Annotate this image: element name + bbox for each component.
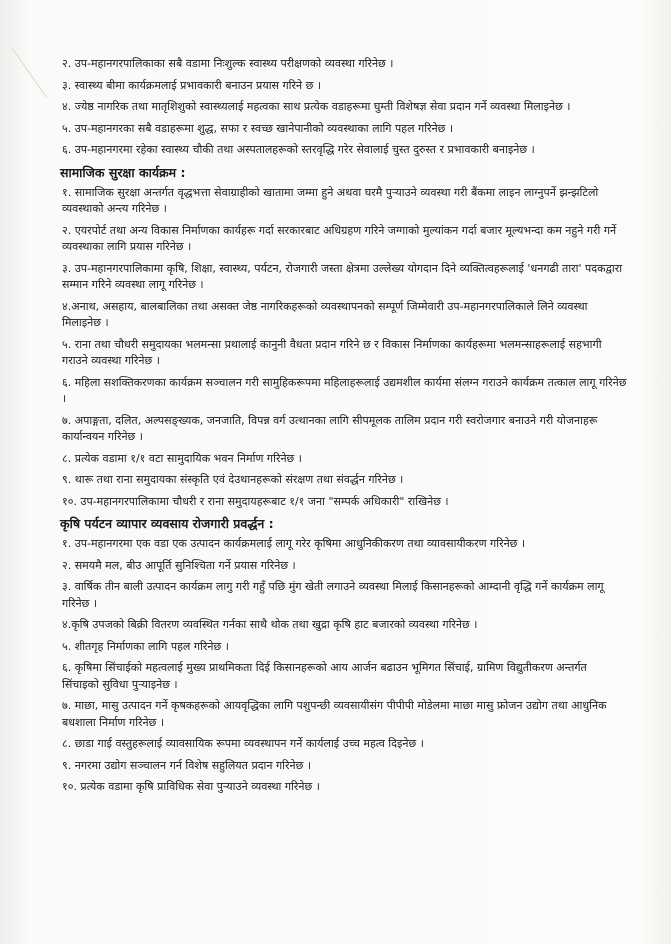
agri-item-7: ७. माछा, मासु उत्पादन गर्ने कृषकहरूको आयवृद्धिका लागि पशुपन्छी व्यवसायीसंग पीपीपी मोडेलमा माछा मासु फ्रोजन उद्योग तथा आधुनिक बधशाला निर्माण गरिनेछ ।	[62, 699, 607, 729]
agri-item-5: ५. शीतगृह निर्माणका लागि पहल गरिनेछ ।	[62, 639, 229, 653]
document-content	[62, 56, 627, 801]
social-item-8: ८. प्रत्येक वडामा १/१ वटा सामुदायिक भवन निर्माण गरिनेछ ।	[62, 451, 302, 465]
agri-item-9: ९. नगरमा उद्योग सञ्चालन गर्न विशेष सहुलियत प्रदान गरिनेछ ।	[62, 758, 312, 772]
agri-item-8: ८. छाडा गाई वस्तुहरूलाई व्यावसायिक रूपमा व्यवस्थापन गर्ने कार्यलाई उच्च महत्व दिइनेछ ।	[62, 737, 424, 750]
agri-item-3: ३. वार्षिक तीन बाली उत्पादन कार्यक्रम लागु गरी गहुँ पछि मुंग खेती लगाउने व्यवस्था मिलाई किसानहरूको आम्दानी वृद्धि गर्ने कार्यक्रम लागू गरिनेछ ।	[62, 580, 604, 610]
health-item-3: ३. स्वास्थ्य बीमा कार्यक्रमलाई प्रभावकारी बनाउन प्रयास गरिने छ ।	[62, 78, 322, 92]
agri-item-1: १. उप-महानगरमा एक वडा एक उत्पादन कार्यक्रमलाई लागू गरेर कृषिमा आधुनिकीकरण तथा व्यावसायीकरण गरिनेछ ।	[62, 537, 526, 550]
social-item-3: ३. उप-महानगरपालिकामा कृषि, शिक्षा, स्वास्थ्य, पर्यटन, रोजगारी जस्ता क्षेत्रमा उल्लेख्य योगदान दिने व्यक्तित्वहरूलाई 'धनगढी तारा' पदकद्वारा सम्मान गरिने व्यवस्था लागू गरिनेछ ।	[62, 261, 623, 291]
agriculture-section	[62, 515, 627, 796]
agri-item-6: ६. कृषिमा सिंचाईको महत्वलाई मुख्य प्राथमिकता दिई किसानहरूको आय आर्जन बढाउन भूमिगत सिंचाई, ग्रामिण विद्युतीकरण अन्तर्गत सिंचाइको सुविधा पुऱ्याइनेछ ।	[62, 661, 587, 691]
social-item-4: ४.अनाथ, असहाय, बालबालिका तथा असक्त जेष्ठ नागरिकहरूको व्यवस्थापनको सम्पूर्ण जिम्मेवारी उप-महानगरपालिकाले लिने व्यवस्था मिलाइनेछ ।	[62, 299, 588, 329]
social-item-6: ६. महिला सशक्तिकरणका कार्यक्रम सञ्चालन गरी सामुहिकरूपमा महिलाहरूलाई उद्यमशील कार्यमा संलग्न गराउने कार्यक्रम तत्काल लागू गरिनेछ ।	[62, 375, 627, 405]
health-item-4: ४. ज्येष्ठ नागरिक तथा मातृशिशुको स्वास्थ्यलाई महत्वका साथ प्रत्येक वडाहरूमा घुम्ती विशेषज्ञ सेवा प्रदान गर्ने व्यवस्था मिलाइनेछ ।	[62, 100, 571, 113]
paper-fold-mark	[12, 42, 55, 97]
social-item-2: २. एयरपोर्ट तथा अन्य विकास निर्माणका कार्यहरू गर्दा सरकारबाट अधिग्रहण गरिने जग्गाको मुल्यांकन गर्दा बजार मूल्यभन्दा कम नहुने गरी गर्ने व्यवस्थाका लागि प्रयास गरिनेछ ।	[62, 223, 617, 253]
social-security-heading: सामाजिक सुरक्षा कार्यक्रम :	[60, 164, 186, 180]
agri-item-4: ४.कृषि उपजको बिक्री वितरण व्यवस्थित गर्नका साथै थोक तथा खुद्रा कृषि हाट बजारको व्यवस्था गरिनेछ ।	[62, 618, 478, 631]
agri-item-10: १०. प्रत्येक वडामा कृषि प्राविधिक सेवा पुऱ्याउने व्यवस्था गरिनेछ ।	[62, 780, 320, 793]
health-section	[62, 56, 627, 159]
health-item-6: ६. उप-महानगरमा रहेका स्वास्थ्य चौकी तथा अस्पतालहरूको स्तरवृद्धि गरेर सेवालाई चुस्त दुरुस्त र प्रभावकारी बनाइनेछ ।	[62, 143, 535, 156]
social-item-5: ५. राना तथा चौधरी समुदायका भलमन्सा प्रथालाई कानुनी वैधता प्रदान गरिने छ र विकास निर्माणका कार्यहरूमा भलमन्साहरूलाई सहभागी गराउने व्यवस्था गरिनेछ ।	[62, 337, 602, 367]
health-item-2: २. उप-महानगरपालिकाका सबै वडामा निःशुल्क स्वास्थ्य परीक्षणको व्यवस्था गरिनेछ ।	[62, 57, 394, 70]
social-security-section	[62, 164, 627, 511]
social-item-7: ७. अपाङ्गता, दलित, अल्पसङ्ख्यक, जनजाति, विपन्न वर्ग उत्थानका लागि सीपमूलक तालिम प्रदान गरी स्वरोजगार बनाउने गरी योजनाहरू कार्यान्वयन गरिनेछ ।	[62, 413, 598, 443]
social-item-1: १. सामाजिक सुरक्षा अन्तर्गत वृद्धभत्ता सेवाग्राहीको खातामा जम्मा हुने अथवा घरमै पुऱ्याउने व्यवस्था गरी बैंकमा लाइन लाग्नुपर्ने झन्झटिलो व्यवस्थाको अन्त्य गरिनेछ ।	[62, 185, 599, 215]
agri-item-2: २. समयमै मल, बीउ आपूर्ति सुनिश्चिता गर्ने प्रयास गरिनेछ ।	[62, 558, 296, 572]
agriculture-heading: कृषि पर्यटन व्यापार व्यवसाय रोजगारी प्रवर्द्धन :	[60, 516, 274, 531]
social-item-10: १०. उप-महानगरपालिकामा चौधरी र राना समुदायहरूबाट १/१ जना "सम्पर्क अधिकारी" राखिनेछ ।	[62, 494, 449, 508]
social-item-9: ९. थारू तथा राना समुदायका संस्कृति एवं देउथानहरूको संरक्षण तथा संवर्द्धन गरिनेछ ।	[62, 473, 404, 486]
health-item-5: ५. उप-महानगरका सबै वडाहरूमा शुद्ध, सफा र स्वच्छ खानेपानीको व्यवस्थाका लागि पहल गरिनेछ ।	[62, 121, 454, 135]
